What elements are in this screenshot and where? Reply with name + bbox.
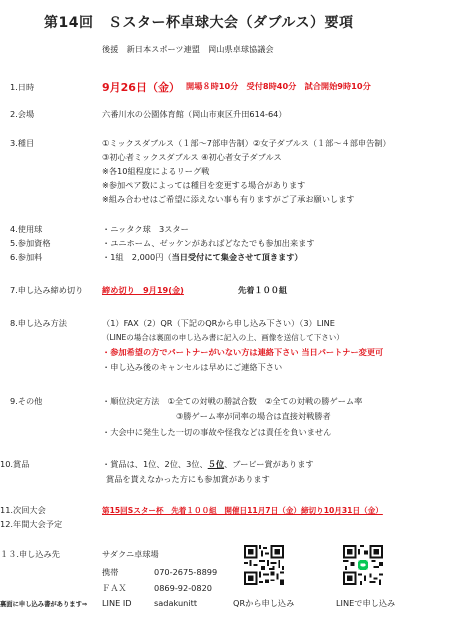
line-caption: LINEで申し込み bbox=[336, 598, 396, 608]
deadline-note: 先着１００組 bbox=[238, 285, 288, 295]
contact-mobile-label: 携帯 bbox=[102, 567, 119, 577]
prizes-underlined: ５位 bbox=[207, 459, 225, 469]
section-label-method: 8.申し込み方法 bbox=[10, 318, 67, 328]
section-label-deadline: 7.申し込み締め切り bbox=[10, 285, 84, 295]
fee-note: 当日受付にて集金させて頂きます） bbox=[171, 252, 303, 262]
method-line: （LINEの場合は裏面の申し込み書に記入の上、画像を送信して下さい） bbox=[102, 333, 344, 342]
contact-line-id: sadakunitt bbox=[154, 598, 198, 608]
prizes-line: 賞品を貰えなかった方にも参加賞があります bbox=[106, 474, 270, 484]
contact-line-label: LINE ID bbox=[102, 598, 132, 608]
section-label-date: 1.日時 bbox=[10, 82, 35, 92]
line-qr-code[interactable] bbox=[343, 545, 383, 585]
events-line: ※組み合わせはご希望に添えない事も有りますがご了承お願いします bbox=[102, 194, 355, 204]
event-time-detail: 開場８時10分 受付8時40分 試合開始9時10分 bbox=[186, 81, 371, 91]
event-date: 9月26日（金） bbox=[102, 81, 180, 94]
contact-mobile: 070-2675-8899 bbox=[154, 567, 218, 577]
method-line: （1）FAX（2）QR（下記のQRから申し込み下さい）（3）LINE bbox=[102, 318, 335, 328]
section-label-prizes: 10.賞品 bbox=[0, 459, 30, 469]
fee-prefix: ・1組 2,000円（ bbox=[102, 252, 172, 262]
qr-caption: QRから申し込み bbox=[233, 598, 295, 608]
other-line: ・大会中に発生した一切の事故や怪我などは責任を負いません bbox=[102, 427, 332, 437]
method-line: ・申し込み後のキャンセルは早めにご連絡下さい bbox=[102, 362, 283, 372]
other-line: ・順位決定方法 ①全ての対戦の勝試合数 ②全ての対戦の勝ゲーム率 bbox=[102, 396, 363, 406]
venue-value: 六番川水の公園体育館（岡山市東区升田614-64） bbox=[102, 109, 287, 119]
prizes-line bbox=[102, 459, 314, 470]
method-line: ・参加希望の方でパートナーがいない方は連絡下さい 当日パートナー変更可 bbox=[102, 347, 384, 357]
events-line: ※各10組程度によるリーグ戦 bbox=[102, 166, 210, 176]
events-line: ①ミックスダブルス（１部〜7部申告制）②女子ダブルス（１部〜４部申告制） bbox=[102, 138, 391, 148]
section-label-contact: １３.申し込み先 bbox=[0, 549, 60, 559]
prizes-post: 、ブービー賞があります bbox=[224, 459, 314, 469]
support-line: 後援 新日本スポーツ連盟 岡山県卓球協議会 bbox=[102, 44, 274, 54]
section-label-next: 11.次回大会 bbox=[0, 505, 46, 515]
next-event-value: 第15回Sスター杯 先着１００組 開催日11月7日（金）締切り10月31日（金） bbox=[102, 506, 383, 515]
section-label-other: 9.その他 bbox=[10, 396, 43, 406]
events-line: ③初心者ミックスダブルス ④初心者女子ダブルス bbox=[102, 152, 282, 162]
section-label-qualification: 5.参加資格 bbox=[10, 238, 51, 248]
prizes-pre: ・賞品は、1位、2位、3位、 bbox=[102, 459, 208, 469]
page-title: 第14回 Ｓスター杯卓球大会（ダブルス）要項 bbox=[44, 15, 354, 31]
section-label-fee: 6.参加料 bbox=[10, 252, 43, 262]
contact-name: サダクニ卓球場 bbox=[102, 549, 159, 559]
back-side-note: 裏面に申し込み書があります⇒ bbox=[0, 601, 88, 608]
fee-value bbox=[102, 252, 303, 263]
ball-value: ・ニッタク球 3スター bbox=[102, 224, 189, 234]
events-line: ※参加ペア数によっては種目を変更する場合があります bbox=[102, 180, 306, 190]
contact-fax: 0869-92-0820 bbox=[154, 583, 213, 593]
section-label-venue: 2.会場 bbox=[10, 109, 35, 119]
contact-fax-label: ＦＡＸ bbox=[102, 583, 127, 593]
application-qr-code[interactable] bbox=[244, 545, 284, 585]
section-label-year-end: 12.年間大会予定 bbox=[0, 519, 63, 529]
qualification-value: ・ユニホーム、ゼッケンがあればどなたでも参加出来ます bbox=[102, 238, 315, 248]
section-label-events: 3.種目 bbox=[10, 138, 35, 148]
section-label-ball: 4.使用球 bbox=[10, 224, 43, 234]
other-line: ③勝ゲーム率が同率の場合は直接対戦勝者 bbox=[176, 411, 331, 421]
deadline-value: 締め切り 9月19(金) bbox=[102, 285, 184, 295]
